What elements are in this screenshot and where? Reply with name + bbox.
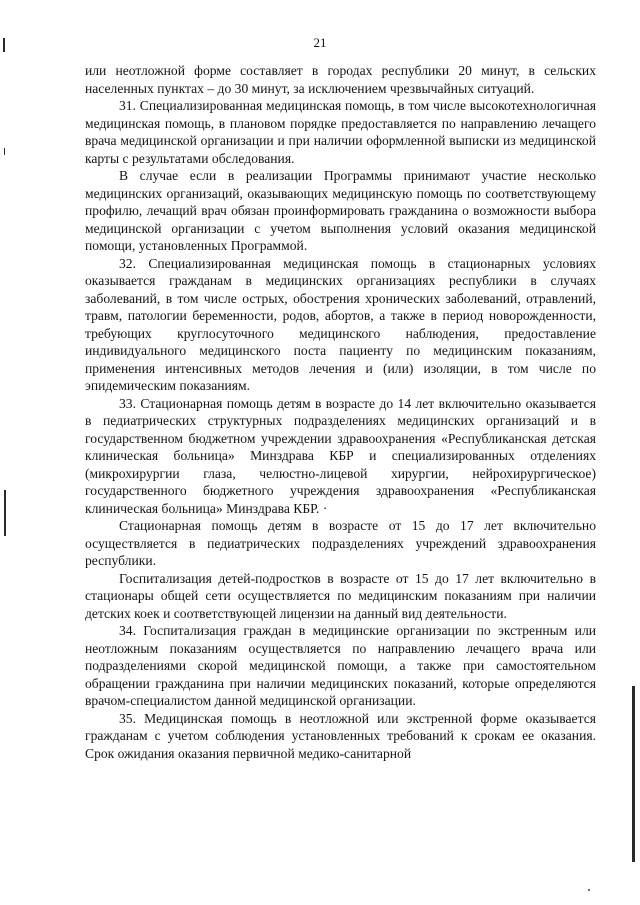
paragraph-item-31: 31. Специализированная медицинская помощь, в том числе высокотехнологичная медицинская помощь, в плановом порядке предоставляется по направлению лечащего врача медицинской организации и при наличии оформленной выписки из медицинской карты с результатами обследования. <box>85 98 596 166</box>
scan-edge-mark <box>632 686 635 862</box>
scan-edge-mark <box>4 148 5 155</box>
paragraph-continuation: или неотложной форме составляет в городах республики 20 минут, в сельских населенных пунктах – до 30 минут, за исключением чрезвычайных ситуаций. <box>85 63 596 96</box>
body-text <box>85 62 596 762</box>
paragraph-item-33: 33. Стационарная помощь детям в возрасте до 14 лет включительно оказывается в педиатрических структурных подразделениях медицинских организаций и в государственном бюджетном учреждении здравоохранения «Республиканская детская клиническая больница» Минздрава КБР и специализированных отделениях (микрохирургии глаза, челюстно-лицевой хирургии, нейрохирургическое) государственного бюджетного учреждения здравоохранения «Республиканская клиническая больница» Минздрава КБР. · <box>85 395 596 516</box>
scan-edge-mark <box>4 490 6 536</box>
paragraph-adolescent-hospitalization: Госпитализация детей-подростков в возрасте от 15 до 17 лет включительно в стационары общей сети осуществляется по медицинским показаниям при наличии детских коек и соответствующей лицензии на данный вид деятельности. <box>85 570 596 621</box>
scan-speck <box>588 889 590 891</box>
paragraph-item-35: 35. Медицинская помощь в неотложной или экстренной форме оказывается гражданам с учетом соблюдения установленных требований к срокам ее оказания. Срок ожидания оказания первичной медико-санитарной <box>85 710 596 761</box>
paragraph-children-15-17: Стационарная помощь детям в возрасте от 15 до 17 лет включительно осуществляется в педиатрических подразделениях учреждений здравоохранения республики. <box>85 518 596 568</box>
paragraph-item-34: 34. Госпитализация граждан в медицинские организации по экстренным или неотложным показаниям осуществляется по направлению лечащего врача или подразделениями скорой медицинской помощи, а также при самостоятельном обращении гражданина при наличии медицинских показаний, которые определяются врачом-специалистом данной медицинской организации. <box>85 623 596 708</box>
page-number: 21 <box>313 35 327 50</box>
paragraph-choice-of-organization: В случае если в реализации Программы принимают участие несколько медицинских организаций, оказывающих медицинскую помощь по соответствующему профилю, лечащий врач обязан проинформировать гражданина о возможности выбора медицинской организации с учетом выполнения условий оказания медицинской помощи, установленных Программой. <box>85 168 596 253</box>
paragraph-item-32: 32. Специализированная медицинская помощь в стационарных условиях оказывается гражданам в медицинских организациях республики в случаях заболеваний, в том числе острых, обострения хронических заболеваний, отравлений, травм, патологии беременности, родов, абортов, а также в период новорожденности, требующих круглосуточного медицинского наблюдения, предоставление индивидуального медицинского поста пациенту по медицинским показаниям, применения интенсивных методов лечения и (или) изоляции, в том числе по эпидемическим показаниям. <box>85 255 596 393</box>
